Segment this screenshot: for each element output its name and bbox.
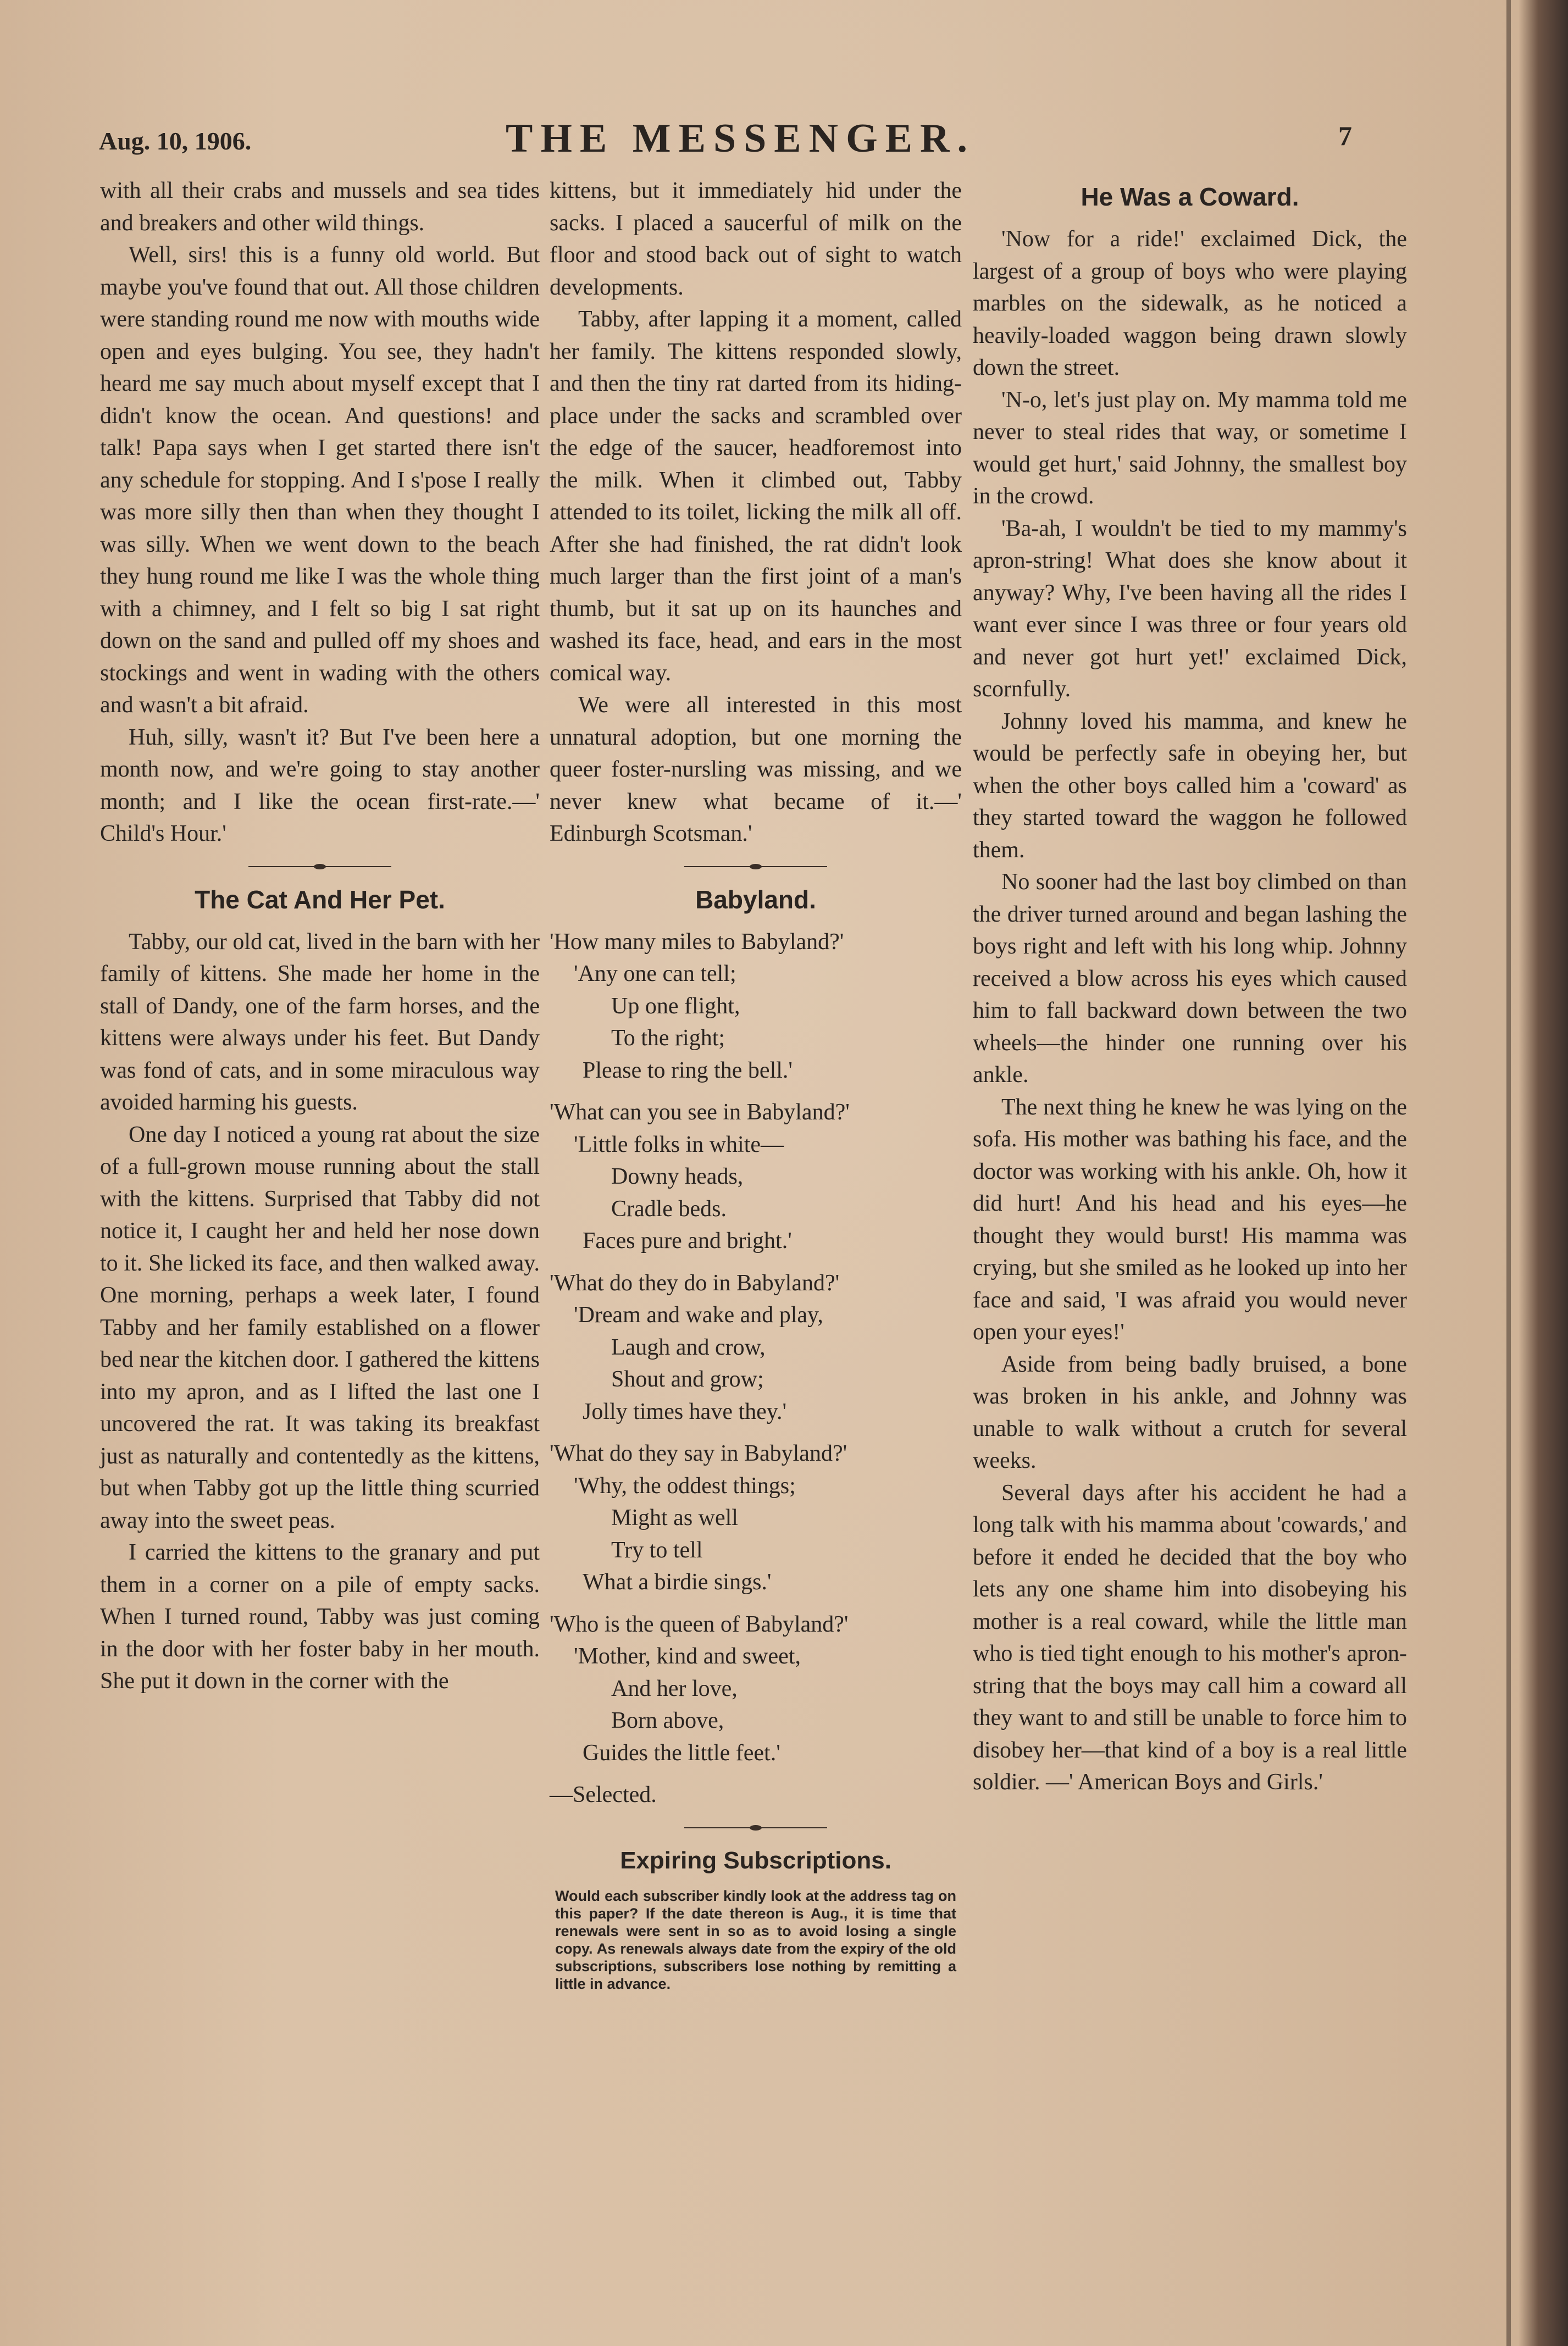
notice-heading: Expiring Subscriptions. bbox=[620, 1846, 891, 1874]
poem-line: 'Any one can tell; bbox=[574, 961, 736, 986]
cat-story-heading: The Cat And Her Pet. bbox=[195, 885, 445, 914]
poem-stanza bbox=[550, 1609, 962, 1770]
poem-line: Shout and grow; bbox=[611, 1367, 764, 1392]
paragraph: One day I noticed a young rat about the size of a full-grown mouse running about the stall with the kittens. Surprised that Tabby did not notice it, I caught her and held her nose down to it. She licked its face, and then walked away. One morning, perhaps a week later, I found Tabby and her family established on a flower bed near the kitchen door. I gathered the kittens into my apron, and as I lifted the last one I uncovered the rat. It was taking its breakfast just as naturally and contentedly as the kittens, but when Tabby got up the little thing scurried away into the sweet peas. bbox=[100, 1122, 540, 1533]
paragraph: with all their crabs and mussels and sea tides and breakers and other wild things. bbox=[100, 178, 540, 236]
poem-line: 'Who is the queen of Babyland?' bbox=[550, 1611, 849, 1637]
column-1 bbox=[100, 175, 540, 1698]
poem-line: Cradle beds. bbox=[611, 1196, 727, 1222]
paragraph: No sooner had the last boy climbed on than the driver turned around and began lashing the boys right and left with his long whip. Johnny received a blow across his eyes which caused him to fall backward down between the two wheels—the hinder one running over his ankle. bbox=[973, 869, 1407, 1088]
section-divider bbox=[248, 863, 391, 870]
paragraph: The next thing he knew he was lying on the sofa. His mother was bathing his face, and the doctor was working with his ankle. Oh, how it did hurt! And his head and his eyes—he thought they would burst! His mamma was crying, but she smiled as he looked up into her face and said, 'I was afraid you would never open your eyes!' bbox=[973, 1094, 1407, 1345]
paragraph: 'Now for a ride!' exclaimed Dick, the largest of a group of boys who were playing marbles on the sidewalk, as he noticed a heavily-loaded waggon being drawn slowly down the street. bbox=[973, 226, 1407, 380]
section-divider bbox=[684, 1824, 827, 1831]
page-binding-edge bbox=[1519, 0, 1568, 2346]
poem-line: Please to ring the bell.' bbox=[583, 1057, 793, 1083]
section-divider bbox=[684, 863, 827, 870]
poem-line: 'Little folks in white— bbox=[574, 1132, 784, 1157]
paragraph: 'Ba-ah, I wouldn't be tied to my mammy's apron-string! What does she know about it anyway? Why, I've been having all the rides I want ever since I was three or four years old and never got hurt yet!' exclaimed Dick, scornfully. bbox=[973, 515, 1407, 702]
column-3 bbox=[973, 175, 1407, 1799]
paragraph: Johnny loved his mamma, and knew he would be perfectly safe in obeying her, but when the other boys called him a 'coward' as they started toward the waggon he followed them. bbox=[973, 708, 1407, 863]
page-number: 7 bbox=[1338, 120, 1352, 151]
poem-line: Downy heads, bbox=[611, 1164, 744, 1189]
paragraph: Well, sirs! this is a funny old world. But maybe you've found that out. All those children were standing round me now with mouths wide open and eyes bulging. You see, they hadn't heard me say much about myself except that I didn't know the ocean. And questions! and talk! Papa says when I get started there isn't any schedule for stopping. And I s'pose I really was more silly then than when they thought I was silly. When we went down to the beach they hung round me like I was the whole thing with a chimney, and I felt so big I sat right down on the sand and pulled off my shoes and stockings and went in wading with the others and wasn't a bit afraid. bbox=[100, 242, 540, 718]
poem-line: Born above, bbox=[611, 1708, 724, 1733]
paragraph: kittens, but it immediately hid under the sacks. I placed a saucerful of milk on the floor and stood back out of sight to watch developments. bbox=[550, 178, 962, 300]
poem-line: 'Why, the oddest things; bbox=[574, 1473, 796, 1499]
poem-line: Faces pure and bright.' bbox=[583, 1228, 792, 1254]
poem-line: Guides the little feet.' bbox=[583, 1740, 780, 1766]
masthead-title: THE MESSENGER. bbox=[506, 116, 975, 161]
paragraph: 'N-o, let's just play on. My mamma told me never to steal rides that way, or sometime I would get hurt,' said Johnny, the smallest boy in the crowd. bbox=[973, 387, 1407, 509]
poem-line: 'Mother, kind and sweet, bbox=[574, 1644, 801, 1669]
poem-line: What a birdie sings.' bbox=[583, 1569, 772, 1595]
poem-line: 'Dream and wake and play, bbox=[574, 1302, 823, 1328]
poem-stanza bbox=[550, 1438, 962, 1599]
poem-line: Laugh and crow, bbox=[611, 1334, 766, 1360]
paragraph: Tabby, after lapping it a moment, called her family. The kittens responded slowly, and then the tiny rat darted from its hiding-place under the sacks and scrambled over the edge of the saucer, headforemost into the milk. When it climbed out, Tabby attended to its toilet, licking the milk all off. After she had finished, the rat didn't look much larger than the first joint of a man's thumb, but it sat up on its haunches and washed its face, head, and ears in the most comical way. bbox=[550, 307, 962, 686]
poem-line: Might as well bbox=[611, 1505, 738, 1530]
poem-stanza bbox=[550, 926, 962, 1087]
poem-stanza bbox=[550, 1267, 962, 1428]
column-2 bbox=[550, 175, 962, 1993]
coward-story-heading: He Was a Coward. bbox=[1081, 182, 1299, 211]
poem-line: 'What can you see in Babyland?' bbox=[550, 1100, 850, 1125]
poem-heading: Babyland. bbox=[695, 885, 816, 914]
subscription-notice: Would each subscriber kindly look at the address tag on this paper? If the date thereon is Aug., it is time that renewals were sent in so as to avoid losing a single copy. As renewals always date from the expiry of the old subscriptions, subscribers lose nothing by remitting a little in advance. bbox=[555, 1887, 956, 1992]
poem-line: Try to tell bbox=[611, 1537, 703, 1563]
poem-stanza bbox=[550, 1096, 962, 1257]
paragraph: Aside from being badly bruised, a bone was broken in his ankle, and Johnny was unable to walk without a crutch for several weeks. bbox=[973, 1351, 1407, 1473]
poem-credit: —Selected. bbox=[550, 1782, 657, 1807]
poem-line: Up one flight, bbox=[611, 993, 740, 1019]
paragraph: Tabby, our old cat, lived in the barn with her family of kittens. She made her home in the stall of Dandy, one of the farm horses, and the kittens were always under his feet. But Dandy was fond of cats, and in some miraculous way avoided harming his guests. bbox=[100, 929, 540, 1115]
poem-line: And her love, bbox=[611, 1676, 738, 1701]
page-header bbox=[99, 115, 1352, 165]
poem-line: 'What do they say in Babyland?' bbox=[550, 1441, 847, 1466]
paragraph: Several days after his accident he had a long talk with his mamma about 'cowards,' and before it ended he decided that the boy who lets any one shame him into disobeying his mother is a real coward, while the little man who is tied tight enough to his mother's apron-string that the boys may call him a coward all they want to and still be unable to force him to disobey her—that kind of a boy is a real little soldier. —' American Boys and Girls.' bbox=[973, 1480, 1407, 1795]
paragraph: Huh, silly, wasn't it? But I've been here a month now, and we're going to stay another month; and I like the ocean first-rate.—' Child's Hour.' bbox=[100, 724, 540, 846]
paragraph: I carried the kittens to the granary and put them in a corner on a pile of empty sacks. When I turned round, Tabby was just coming in the door with her foster baby in her mouth. She put it down in the corner with the bbox=[100, 1540, 540, 1694]
poem-line: 'What do they do in Babyland?' bbox=[550, 1270, 840, 1296]
poem-line: Jolly times have they.' bbox=[583, 1399, 787, 1424]
paragraph: We were all interested in this most unnatural adoption, but one morning the queer foster-nursling was missing, and we never knew what became of it.—' Edinburgh Scotsman.' bbox=[550, 692, 962, 846]
issue-date: Aug. 10, 1906. bbox=[99, 127, 252, 155]
poem-line: To the right; bbox=[611, 1025, 725, 1051]
poem-line: 'How many miles to Babyland?' bbox=[550, 929, 844, 955]
